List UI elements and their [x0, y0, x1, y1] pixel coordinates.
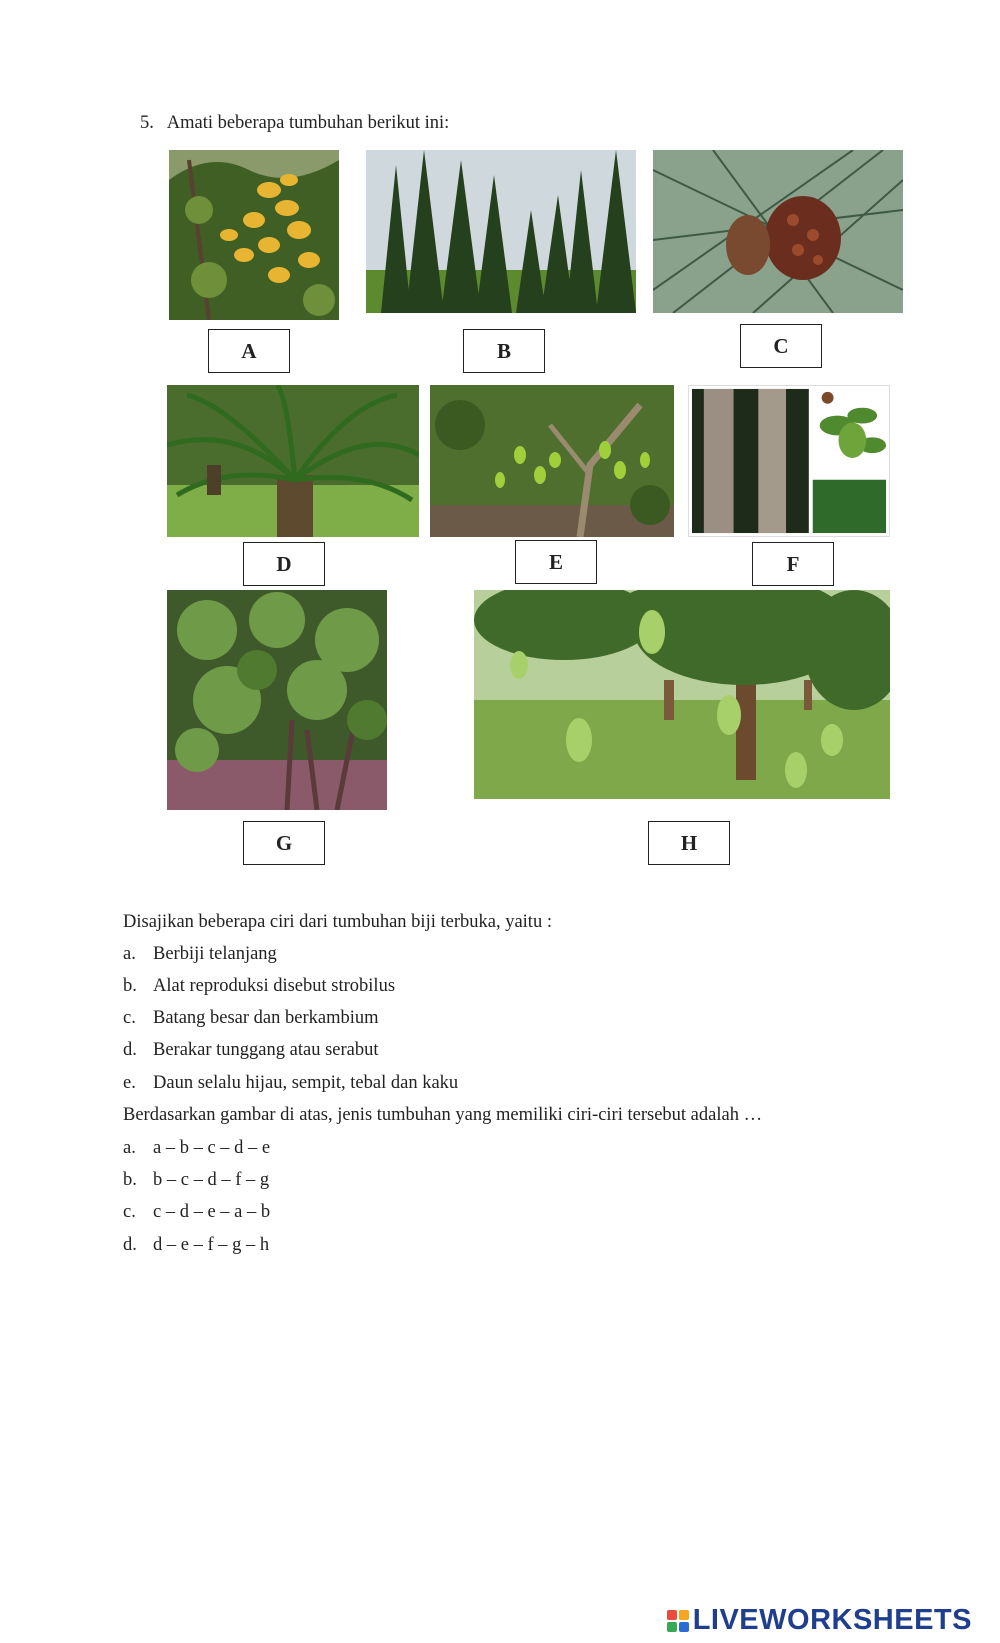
label-a: A — [208, 329, 290, 373]
photo-starfruit — [169, 150, 339, 320]
question-prompt: Amati beberapa tumbuhan berikut ini: — [166, 113, 450, 133]
label-g: G — [243, 821, 325, 865]
photo-shrub — [167, 590, 387, 810]
list-item: a. Berbiji telanjang — [123, 944, 277, 964]
list-item: c. Batang besar dan berkambium — [123, 1008, 379, 1028]
answer-option-b[interactable]: b. b – c – d – f – g — [123, 1170, 270, 1190]
photo-trunks-and-fruit — [688, 385, 890, 537]
label-h: H — [648, 821, 730, 865]
answer-option-d[interactable]: d. d – e – f – g – h — [123, 1235, 270, 1255]
list-item: e. Daun selalu hijau, sempit, tebal dan kaku — [123, 1073, 459, 1093]
answer-option-a[interactable]: a. a – b – c – d – e — [123, 1138, 271, 1158]
photo-mango-tree — [474, 590, 890, 799]
liveworksheets-logo[interactable] — [667, 1604, 972, 1637]
label-b: B — [463, 329, 545, 373]
logo-grid-icon — [667, 1610, 689, 1632]
label-f: F — [752, 542, 834, 586]
label-c: C — [740, 324, 822, 368]
list-item: d. Berakar tunggang atau serabut — [123, 1040, 379, 1060]
question-ask: Berdasarkan gambar di atas, jenis tumbuhan yang memiliki ciri-ciri tersebut adalah … — [123, 1105, 763, 1125]
list-item: b. Alat reproduksi disebut strobilus — [123, 976, 396, 996]
label-e: E — [515, 540, 597, 584]
intro-text: Disajikan beberapa ciri dari tumbuhan biji terbuka, yaitu : — [123, 912, 552, 932]
photo-fruit-tree — [430, 385, 674, 537]
photo-conifers — [366, 150, 636, 313]
label-d: D — [243, 542, 325, 586]
photo-pinecone — [653, 150, 903, 313]
question-number: 5. — [140, 113, 154, 133]
answer-option-c[interactable]: c. c – d – e – a – b — [123, 1202, 271, 1222]
logo-text: LIVEWORKSHEETS — [692, 1604, 972, 1636]
photo-cycad — [167, 385, 419, 537]
question-heading — [140, 113, 449, 134]
